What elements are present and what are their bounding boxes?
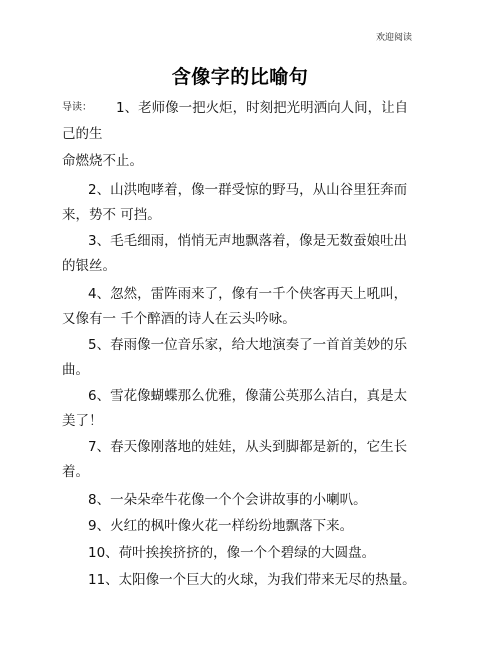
text-line-17: 9、火红的枫叶像火花一样纷纷地飘落下来。 [88,518,354,534]
text-line-9: 又像有一 千个醉酒的诗人在云头吟咏。 [62,311,296,327]
text-line-15: 着。 [62,464,89,480]
text-line-14: 7、春天像刚落地的娃娃，从头到脚都是新的，它生长 [88,439,408,455]
text-line-13: 美了！ [62,413,103,429]
guide-label: 导读： [62,102,92,113]
text-line-12: 6、雪花像蝴蝶那么优雅，像蒲公英那么洁白，真是太 [88,388,408,404]
text-line-5: 来，势不 可挡。 [62,207,161,223]
document-title: 含像字的比喻句 [171,66,309,88]
text-line-3: 命燃烧不止。 [62,153,143,169]
text-line-11: 曲。 [62,362,89,378]
text-line-6: 3、毛毛细雨，悄悄无声地飘落着，像是无数蚕娘吐出 [88,233,408,249]
text-line-16: 8、一朵朵牵牛花像一个个会讲故事的小喇叭。 [88,492,367,508]
text-line-18: 10、荷叶挨挨挤挤的，像一个个碧绿的大圆盘。 [88,545,376,561]
text-line-7: 的银丝。 [62,258,116,274]
text-line-8: 4、忽然，雷阵雨来了，像有一千个侠客再天上吼叫， [88,286,408,302]
text-line-4: 2、山洪咆哮着，像一群受惊的野马，从山谷里狂奔而 [88,182,408,198]
header-note: 欢迎阅读 [376,33,413,43]
text-line-1: 1、老师像一把火炬，时刻把光明洒向人间，让自 [116,100,409,116]
text-line-2: 己的生 [62,126,103,142]
text-line-10: 5、春雨像一位音乐家，给大地演奏了一首首美妙的乐 [88,337,408,353]
text-line-19: 11、太阳像一个巨大的火球，为我们带来无尽的热量。 [88,572,416,588]
